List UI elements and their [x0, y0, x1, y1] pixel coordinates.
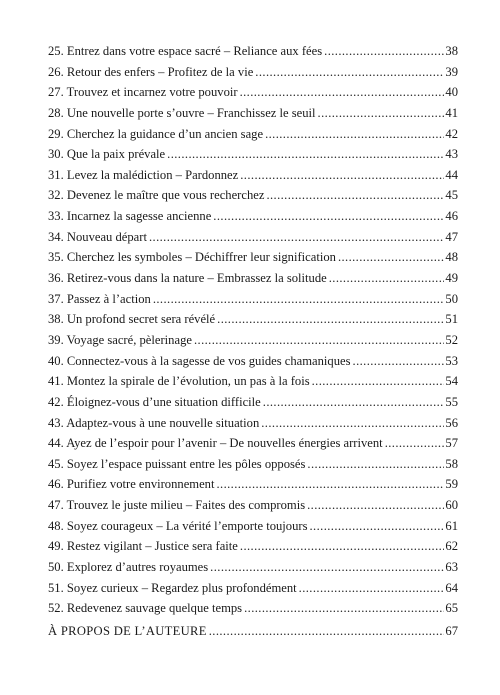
toc-entry[interactable]: [48, 103, 458, 124]
dot-leader: [261, 413, 444, 434]
toc-entry-page-number: 62: [445, 539, 458, 554]
toc-entry-title: 32. Devenez le maître que vous recherchez: [48, 188, 265, 203]
dot-leader: [255, 62, 444, 83]
dot-leader: [338, 247, 444, 268]
toc-entry-title: 36. Retirez-vous dans la nature – Embrassez la solitude: [48, 271, 327, 286]
toc-entry-title: 48. Soyez courageux – La vérité l’emporte toujours: [48, 518, 308, 533]
toc-entry-title: 47. Trouvez le juste milieu – Faites des compromis: [48, 498, 306, 513]
toc-entry-title: 50. Explorez d’autres royaumes: [48, 560, 209, 575]
toc-entry-page-number: 44: [445, 167, 458, 182]
toc-entry[interactable]: [48, 351, 458, 372]
toc-entry[interactable]: [48, 124, 458, 145]
toc-entry-title: 31. Levez la malédiction – Pardonnez: [48, 167, 239, 182]
toc-entry[interactable]: [48, 227, 458, 248]
table-of-contents: [48, 41, 458, 619]
toc-entry[interactable]: [48, 557, 458, 578]
toc-entry-page-number: 55: [445, 394, 458, 409]
toc-entry-title: 51. Soyez curieux – Regardez plus profondément: [48, 580, 297, 595]
toc-entry-page-number: 49: [445, 271, 458, 286]
toc-entry-page-number: 41: [445, 105, 458, 120]
dot-leader: [263, 392, 445, 413]
toc-entry-title: 35. Cherchez les symboles – Déchiffrer leur signification: [48, 250, 336, 265]
toc-entry-page-number: 45: [445, 188, 458, 203]
toc-entry-page-number: 43: [445, 147, 458, 162]
toc-entry[interactable]: [48, 598, 458, 619]
toc-entry-title: 39. Voyage sacré, pèlerinage: [48, 332, 192, 347]
toc-entry[interactable]: [48, 309, 458, 330]
toc-entry-title: 52. Redevenez sauvage quelque temps: [48, 601, 243, 616]
dot-leader: [265, 124, 444, 145]
toc-entry[interactable]: [48, 41, 458, 62]
toc-entry[interactable]: [48, 185, 458, 206]
toc-entry-title: 37. Passez à l’action: [48, 291, 151, 306]
dot-leader: [240, 82, 445, 103]
toc-entry-page-number: 50: [445, 291, 458, 306]
toc-entry-page-number: 65: [445, 601, 458, 616]
dot-leader: [353, 351, 445, 372]
toc-entry-about-author[interactable]: [48, 621, 458, 642]
toc-entry-page-number: 61: [445, 518, 458, 533]
toc-entry-page-number: 59: [445, 477, 458, 492]
toc-entry-title: 45. Soyez l’espace puissant entre les pôles opposés: [48, 456, 306, 471]
toc-entry-title: 46. Purifiez votre environnement: [48, 477, 215, 492]
toc-entry-page-number: 47: [445, 229, 458, 244]
toc-entry-title: 43. Adaptez-vous à une nouvelle situation: [48, 415, 260, 430]
dot-leader: [217, 309, 444, 330]
toc-entry-title: 42. Éloignez-vous d’une situation difficile: [48, 394, 261, 409]
toc-entry[interactable]: [48, 247, 458, 268]
toc-entry-title: 33. Incarnez la sagesse ancienne: [48, 209, 212, 224]
toc-entry[interactable]: [48, 578, 458, 599]
dot-leader: [153, 289, 445, 310]
toc-entry[interactable]: [48, 330, 458, 351]
toc-entry[interactable]: [48, 371, 458, 392]
toc-entry-page-number: 48: [445, 250, 458, 265]
dot-leader: [318, 103, 445, 124]
toc-entry-title: À PROPOS DE L’AUTEURE: [48, 624, 207, 638]
toc-entry[interactable]: [48, 495, 458, 516]
toc-entry[interactable]: [48, 392, 458, 413]
dot-leader: [194, 330, 444, 351]
dot-leader: [216, 474, 444, 495]
dot-leader: [149, 227, 444, 248]
toc-entry-page-number: 63: [445, 560, 458, 575]
dot-leader: [213, 206, 444, 227]
toc-entry-page-number: 38: [445, 44, 458, 58]
toc-entry[interactable]: [48, 62, 458, 83]
toc-entry-page-number: 67: [445, 624, 458, 638]
dot-leader: [266, 185, 444, 206]
toc-entry-page-number: 46: [445, 209, 458, 224]
dot-leader: [240, 536, 445, 557]
dot-leader: [210, 557, 444, 578]
toc-entry[interactable]: [48, 454, 458, 475]
toc-entry-title: 40. Connectez-vous à la sagesse de vos guides chamaniques: [48, 353, 351, 368]
dot-leader: [307, 454, 444, 475]
toc-entry[interactable]: [48, 413, 458, 434]
toc-appendix: [48, 621, 458, 642]
dot-leader: [307, 495, 444, 516]
toc-entry[interactable]: [48, 82, 458, 103]
dot-leader: [240, 165, 444, 186]
toc-entry-title: 28. Une nouvelle porte s’ouvre – Franchissez le seuil: [48, 105, 316, 120]
toc-entry-page-number: 42: [445, 126, 458, 141]
toc-entry-page-number: 60: [445, 498, 458, 513]
toc-entry[interactable]: [48, 289, 458, 310]
toc-entry-title: 44. Ayez de l’espoir pour l’avenir – De nouvelles énergies arrivent: [48, 436, 383, 451]
toc-entry-page-number: 56: [445, 415, 458, 430]
toc-entry-title: 49. Restez vigilant – Justice sera faite: [48, 539, 238, 554]
toc-entry[interactable]: [48, 144, 458, 165]
toc-entry-title: 34. Nouveau départ: [48, 229, 147, 244]
toc-entry-page-number: 58: [445, 456, 458, 471]
toc-entry-page-number: 39: [445, 64, 458, 79]
toc-entry-title: 38. Un profond secret sera révélé: [48, 312, 216, 327]
toc-entry-title: 30. Que la paix prévale: [48, 147, 166, 162]
toc-entry-page-number: 52: [445, 332, 458, 347]
toc-entry[interactable]: [48, 474, 458, 495]
toc-entry[interactable]: [48, 206, 458, 227]
toc-entry-page-number: 53: [445, 353, 458, 368]
toc-entry-title: 27. Trouvez et incarnez votre pouvoir: [48, 85, 238, 100]
dot-leader: [167, 144, 444, 165]
dot-leader: [312, 371, 445, 392]
toc-entry-title: 26. Retour des enfers – Profitez de la vie: [48, 64, 254, 79]
toc-entry-title: 29. Cherchez la guidance d’un ancien sage: [48, 126, 264, 141]
dot-leader: [209, 621, 445, 642]
dot-leader: [310, 516, 445, 537]
toc-entry-page-number: 40: [445, 85, 458, 100]
dot-leader: [385, 433, 445, 454]
toc-entry[interactable]: [48, 516, 458, 537]
toc-entry[interactable]: [48, 268, 458, 289]
toc-entry[interactable]: [48, 165, 458, 186]
dot-leader: [329, 268, 445, 289]
dot-leader: [244, 598, 444, 619]
dot-leader: [299, 578, 445, 599]
toc-entry-page-number: 51: [445, 312, 458, 327]
toc-entry-page-number: 57: [445, 436, 458, 451]
dot-leader: [324, 41, 444, 62]
toc-entry-title: 25. Entrez dans votre espace sacré – Reliance aux fées: [48, 44, 323, 58]
toc-entry[interactable]: [48, 433, 458, 454]
toc-entry-page-number: 64: [445, 580, 458, 595]
toc-entry-page-number: 54: [445, 374, 458, 389]
toc-entry[interactable]: [48, 536, 458, 557]
toc-entry-title: 41. Montez la spirale de l’évolution, un pas à la fois: [48, 374, 310, 389]
